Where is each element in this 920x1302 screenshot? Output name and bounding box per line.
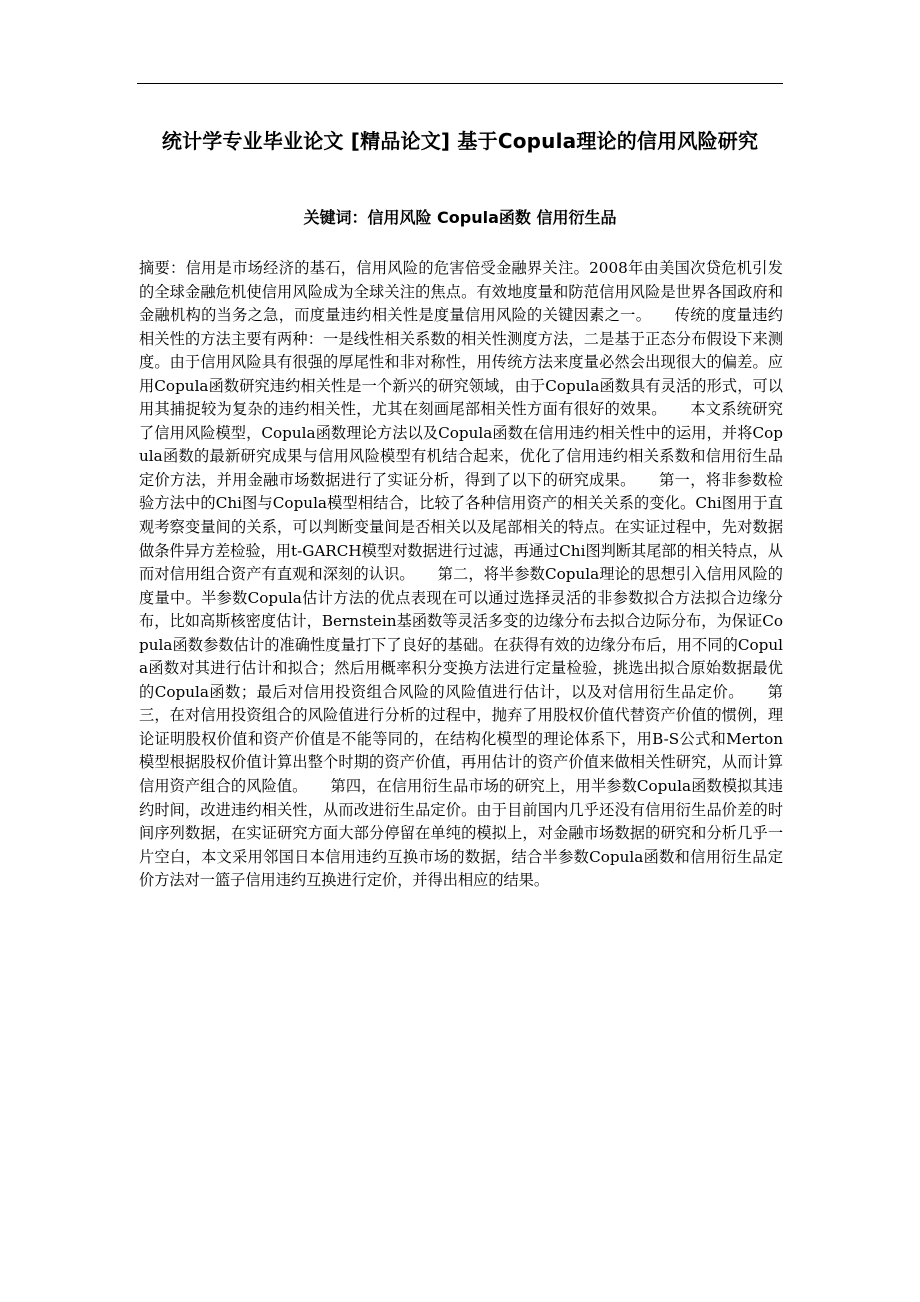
header-rule <box>137 83 783 84</box>
keywords-line: 关键词：信用风险 Copula函数 信用衍生品 <box>303 208 617 227</box>
document-title: 统计学专业毕业论文 [精品论文] 基于Copula理论的信用风险研究 <box>161 129 759 153</box>
abstract-paragraph: 摘要：信用是市场经济的基石，信用风险的危害倍受金融界关注。2008年由美国次贷危机引发的全球金融危机使信用风险成为全球关注的焦点。有效地度量和防范信用风险是世界各国政府和金融机构的当务之急，而度量违约相关性是度量信用风险的关键因素之一。 传统的度量违约相关性的方法主要有两种：一是线性相关系数的相关性测度方法，二是基于正态分布假设下来测度。由于信用风险具有很强的厚尾性和非对称性，用传统方法来度量必然会出现很大的偏差。应用Copula函数研究违约相关性是一个新兴的研究领域，由于Copula函数具有灵活的形式，可以用其捕捉较为复杂的违约相关性，尤其在刻画尾部相关性方面有很好的效果。 本文系统研究了信用风险模型，Copula函数理论方法以及Copula函数在信用违约相关性中的运用，并将Copula函数的最新研究成果与信用风险模型有机结合起来，优化了信用违约相关系数和信用衍生品定价方法，并用金融市场数据进行了实证分析，得到了以下的研究成果。 第一，将非参数检验方法中的Chi图与Copula模型相结合，比较了各种信用资产的相关关系的变化。Chi图用于直观考察变量间的关系，可以判断变量间是否相关以及尾部相关的特点。在实证过程中，先对数据做条件异方差检验，用t-GARCH模型对数据进行过滤，再通过Chi图判断其尾部的相关特点，从而对信用组合资产有直观和深刻的认识。 第二，将半参数Copula理论的思想引入信用风险的度量中。半参数Copula估计方法的优点表现在可以通过选择灵活的非参数拟合方法拟合边缘分布，比如高斯核密度估计，Bernstein基函数等灵活多变的边缘分布去拟合边际分布，为保证Copula函数参数估计的准确性度量打下了良好的基础。在获得有效的边缘分布后，用不同的Copula函数对其进行估计和拟合；然后用概率积分变换方法进行定量检验，挑选出拟合原始数据最优的Copula函数；最后对信用投资组合风险的风险值进行估计，以及对信用衍生品定价。 第三，在对信用投资组合的风险值进行分析的过程中，抛弃了用股权价值代替资产价值的惯例，理论证明股权价值和资产价值是不能等同的，在结构化模型的理论体系下，用B-S公式和Merton模型根据股权价值计算出整个时期的资产价值，再用估计的资产价值来做相关性研究，从而计算信用资产组合的风险值。 第四，在信用衍生品市场的研究上，用半参数Copula函数模拟其违约时间，改进违约相关性，从而改进衍生品定价。由于目前国内几乎还没有信用衍生品价差的时间序列数据，在实证研究方面大部分停留在单纯的模拟上，对金融市场数据的研究和分析几乎一片空白，本文采用邻国日本信用违约互换市场的数据，结合半参数Copula函数和信用衍生品定价方法对一篮子信用违约互换进行定价，并得出相应的结果。 <box>139 259 783 890</box>
